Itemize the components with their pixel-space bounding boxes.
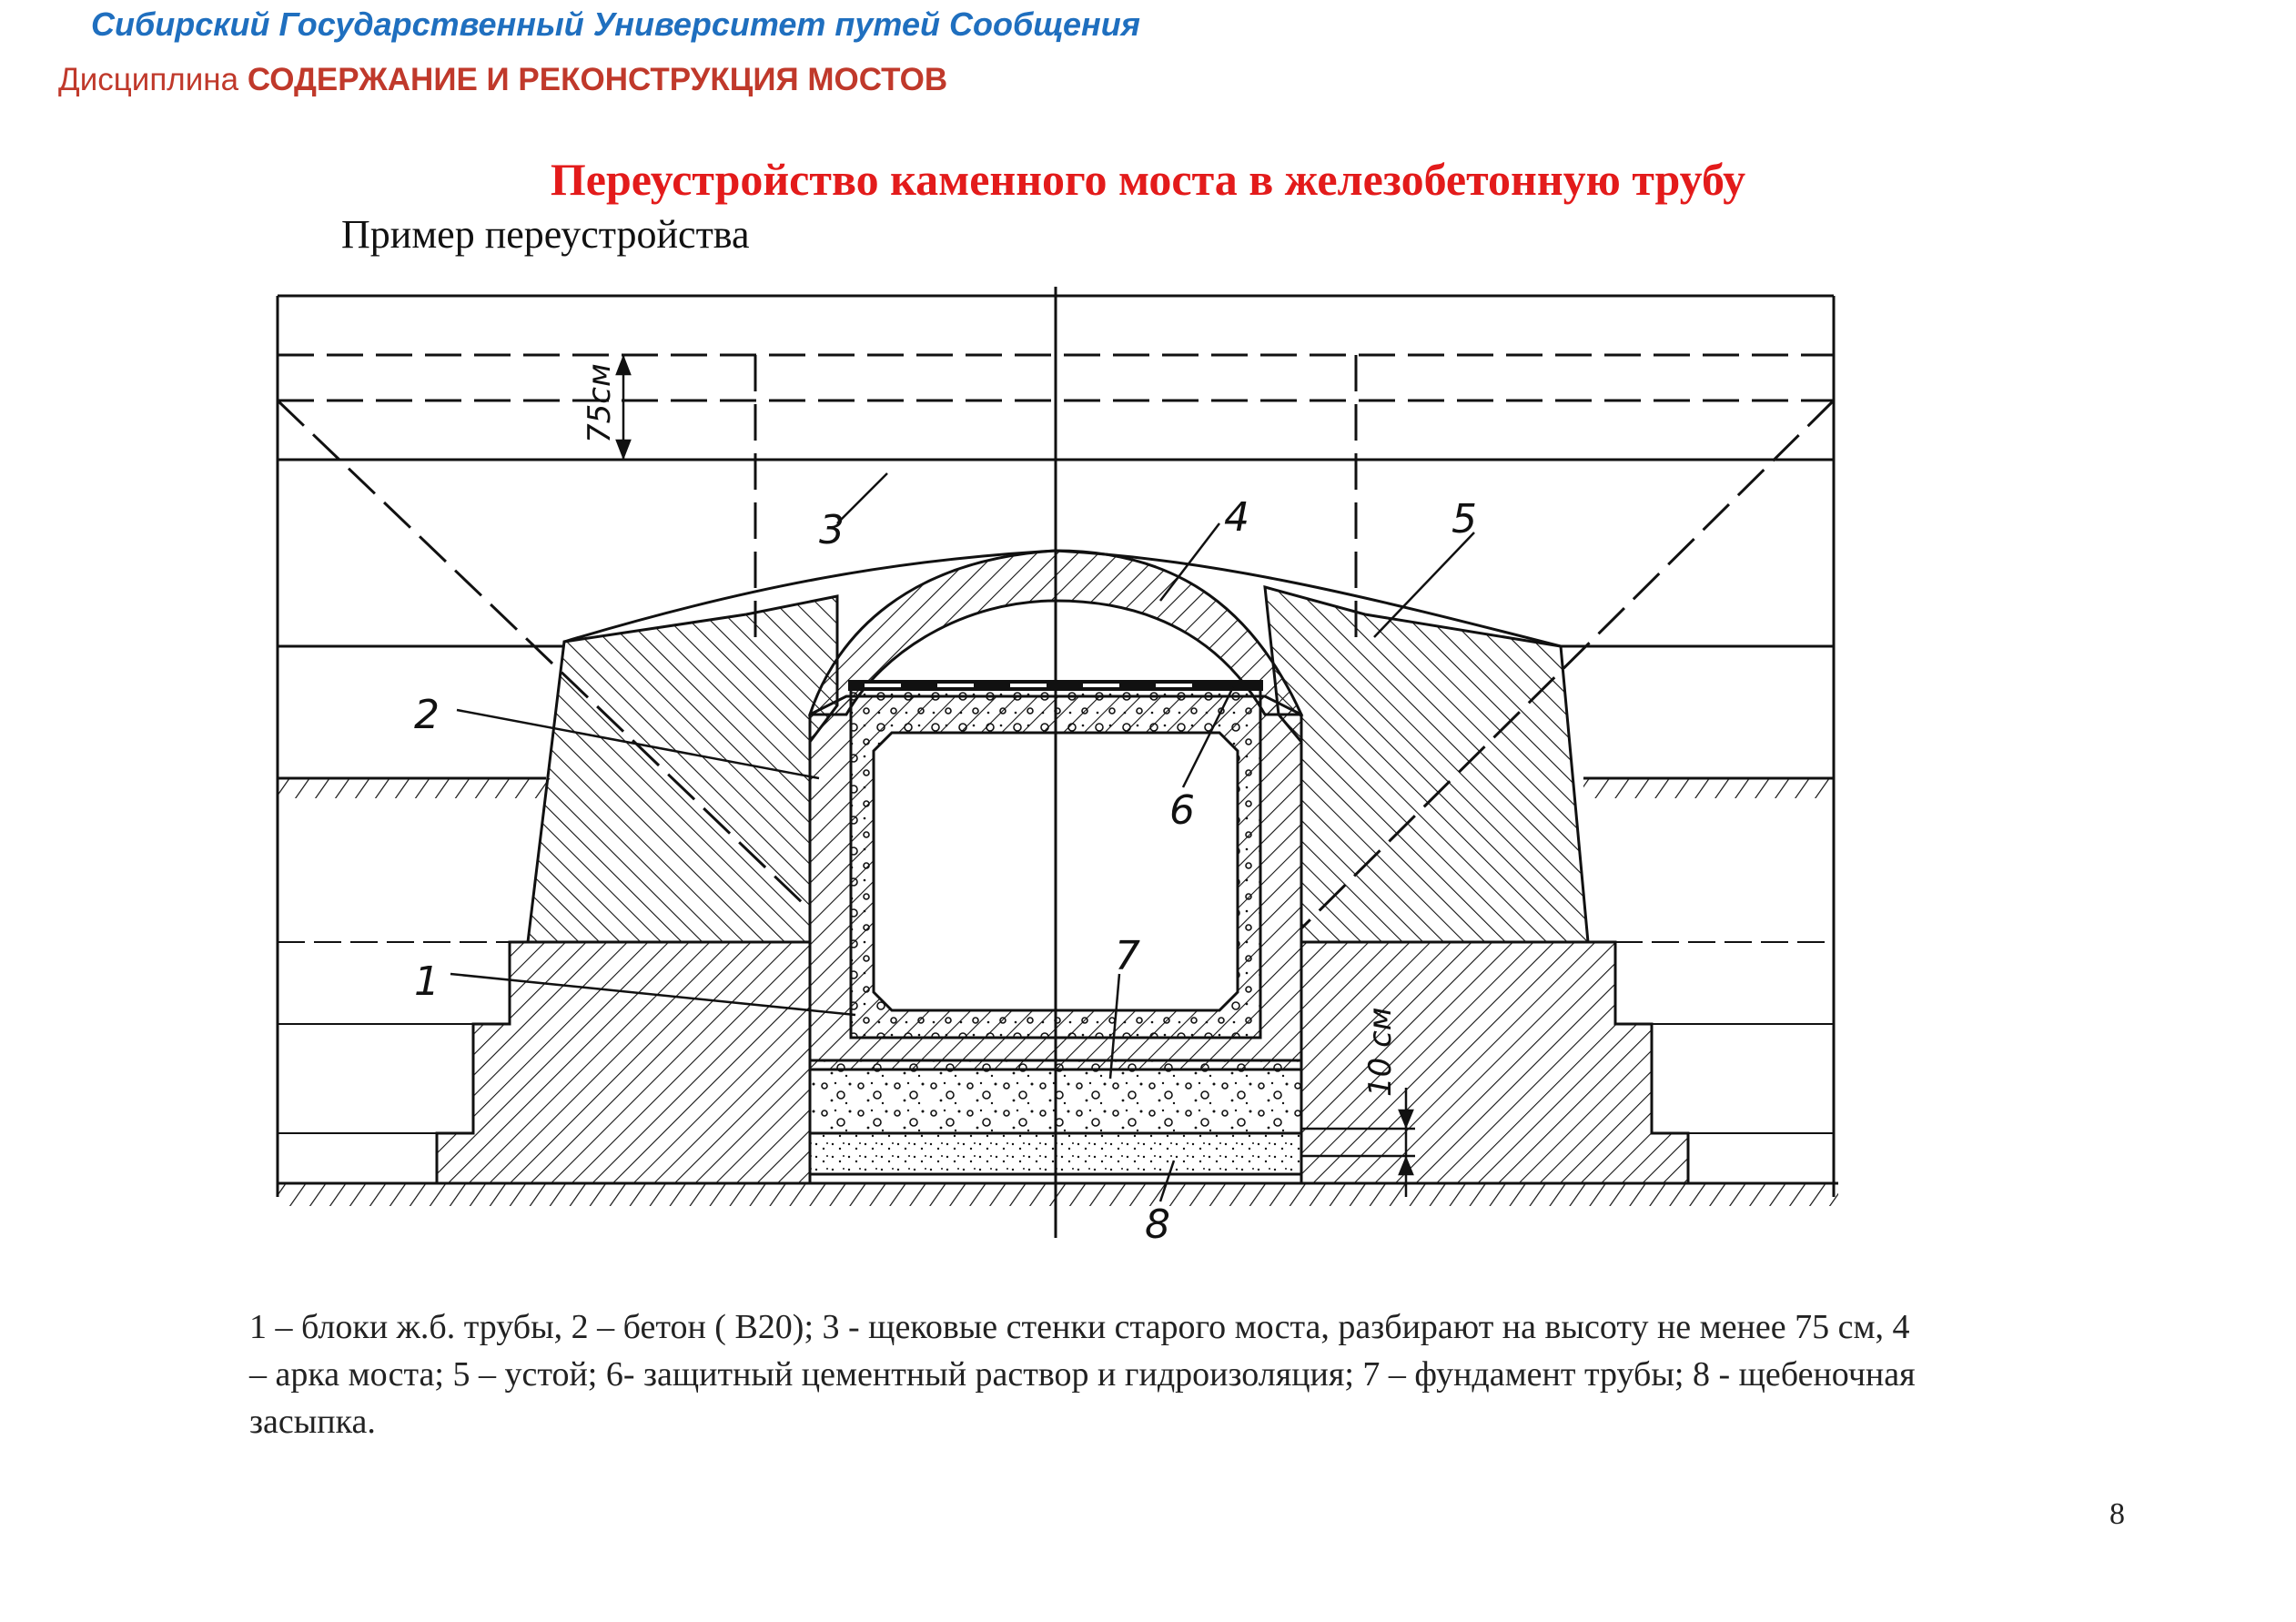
concrete-fill-left [528,596,837,942]
discipline-name: СОДЕРЖАНИЕ И РЕКОНСТРУКЦИЯ МОСТОВ [247,62,948,97]
label-8: 8 [1145,1201,1170,1248]
dimension-75cm-label: 75см [582,363,618,443]
label-1: 1 [414,958,440,1005]
slide-subtitle: Пример переустройства [341,212,750,257]
university-title: Сибирский Государственный Университет путей Сообщения [91,5,1140,43]
discipline-line [58,62,947,98]
label-4: 4 [1224,494,1249,541]
label-7: 7 [1115,933,1140,979]
bridge-conversion-diagram [273,287,1875,1252]
figure-caption: 1 – блоки ж.б. трубы, 2 – бетон ( В20); 3 - щековые стенки старого моста, разбирают на высоту не менее 75 см, 4 – арка моста; 5 – устой; 6- защитный цементный раствор и гидроизоляция; 7 – фундамент трубы; 8 - щебеночная засыпка. [249,1308,1916,1441]
label-3: 3 [819,507,845,553]
slide-title: Переустройство каменного моста в железобетонную трубу [550,154,1746,205]
dimension-10cm-label: 10 см [1362,1007,1399,1097]
discipline-prefix: Дисциплина [58,62,239,97]
label-5: 5 [1451,496,1477,542]
label-2: 2 [414,692,440,738]
ground-line-bottom [278,1183,1838,1206]
label-6: 6 [1169,787,1195,834]
page-number: 8 [2109,1497,2125,1531]
dimension-75cm [617,355,630,460]
pier-right [1301,942,1688,1183]
